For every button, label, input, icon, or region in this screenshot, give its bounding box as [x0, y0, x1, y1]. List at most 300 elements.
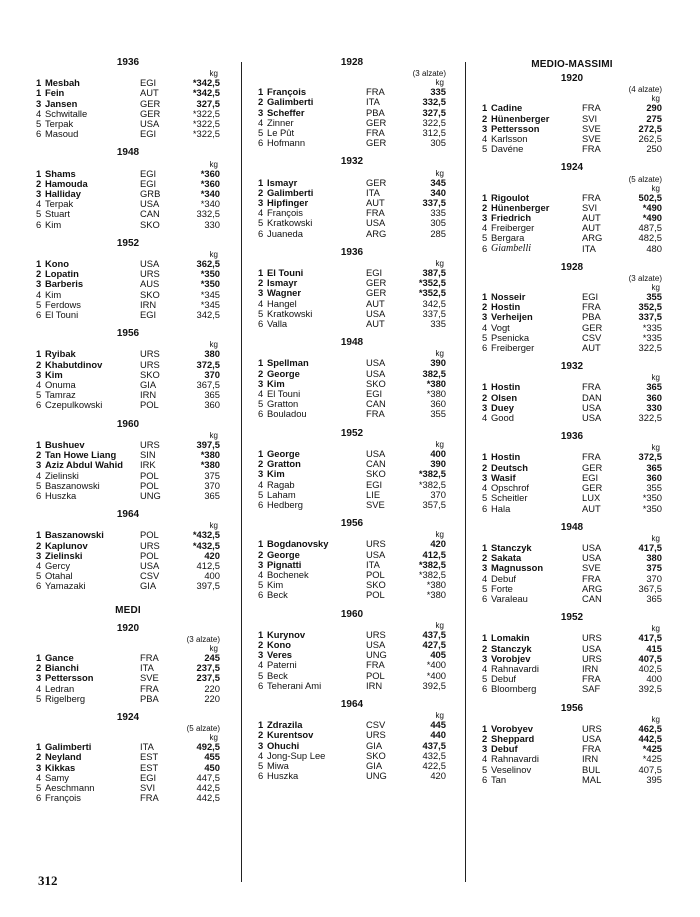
country-code: ITA [366, 558, 380, 570]
total-score: *350 [200, 268, 220, 280]
rank: 1 [482, 102, 488, 114]
unit-label: kg [651, 533, 660, 543]
result-row [482, 674, 662, 684]
athlete-name: Vorobyev [491, 723, 534, 734]
athlete-name: Wagner [267, 288, 302, 299]
rank: 6 [258, 137, 264, 149]
rank: 4 [482, 412, 488, 424]
total-score: 360 [646, 471, 662, 483]
total-score: 362,5 [196, 258, 220, 270]
athlete-name: Tan Howe Liang [45, 450, 117, 461]
rank: 1 [482, 541, 488, 553]
country-code: POL [366, 589, 385, 601]
total-score: 220 [204, 692, 220, 704]
total-score: 437,5 [422, 628, 446, 640]
result-row [482, 633, 662, 643]
total-score: 332,5 [422, 96, 446, 108]
result-row [36, 440, 220, 450]
unit-label: kg [651, 183, 660, 193]
athlete-name: Shams [45, 168, 76, 179]
total-score: 380 [204, 348, 220, 360]
result-row [482, 134, 662, 144]
result-row [36, 793, 220, 803]
total-score: 375 [646, 562, 662, 574]
rank: 2 [482, 301, 488, 313]
country-code: USA [140, 118, 160, 130]
rank: 6 [258, 498, 264, 510]
result-row [36, 653, 220, 663]
country-code: USA [140, 559, 160, 571]
country-code: FRA [366, 127, 385, 139]
athlete-name: Terpak [45, 199, 74, 210]
rank: 2 [36, 177, 42, 189]
page-number: 312 [38, 873, 58, 888]
year-heading: 1924 [116, 711, 140, 723]
athlete-name: Stuart [45, 209, 71, 220]
result-row [36, 279, 220, 289]
total-score: *382,5 [418, 568, 446, 580]
athlete-name: Hostin [491, 382, 521, 393]
result-row [36, 763, 220, 773]
athlete-name: Valla [267, 319, 288, 330]
country-code: DAN [582, 391, 602, 403]
rank: 4 [258, 478, 264, 490]
result-row [258, 358, 446, 368]
athlete-name: Forte [491, 583, 513, 594]
rank: 6 [482, 683, 488, 695]
country-code: SVI [582, 112, 598, 124]
rank: 3 [258, 197, 264, 209]
country-code: EGI [582, 291, 599, 303]
total-score: 237,5 [196, 662, 220, 674]
result-row [258, 761, 446, 771]
athlete-name: Kim [45, 219, 62, 230]
result-row [482, 223, 662, 233]
country-code: ARG [582, 582, 603, 594]
total-score: 375 [204, 469, 220, 481]
athlete-name: Bouladou [267, 409, 307, 420]
rank: 6 [482, 773, 488, 785]
result-row [482, 244, 662, 254]
country-code: URS [582, 722, 602, 734]
result-row [482, 664, 662, 674]
athlete-name: Pettersson [45, 673, 94, 684]
result-row [482, 193, 662, 203]
result-row [36, 370, 220, 380]
country-code: AUT [366, 197, 385, 209]
country-code: SKO [366, 749, 386, 761]
total-score: 437,5 [422, 739, 446, 751]
country-code: GER [140, 97, 161, 109]
country-code: GIA [366, 739, 383, 751]
total-score: 400 [430, 447, 446, 459]
total-score: 312,5 [422, 127, 446, 139]
rank: 2 [258, 367, 264, 379]
country-code: ARG [582, 232, 603, 244]
result-row [258, 640, 446, 650]
total-score: 305 [430, 217, 446, 229]
athlete-name: Opschrof [491, 483, 530, 494]
rank: 5 [258, 217, 264, 229]
rank: 5 [36, 781, 42, 793]
year-heading: 1964 [340, 698, 364, 710]
rank: 1 [258, 447, 264, 459]
country-code: URS [140, 348, 160, 360]
rank: 1 [258, 628, 264, 640]
total-score: 335 [430, 318, 446, 330]
results-section [258, 519, 446, 600]
athlete-name: Paterni [267, 660, 297, 671]
total-score: 502,5 [638, 191, 662, 203]
total-score: *425 [642, 743, 662, 755]
rank: 4 [36, 682, 42, 694]
country-code: EGI [140, 77, 157, 89]
athlete-name: Freiberger [491, 343, 535, 354]
year-heading: 1956 [560, 702, 584, 714]
total-score: 370 [204, 368, 220, 380]
rank: 5 [258, 488, 264, 500]
total-score: 355 [646, 482, 662, 494]
country-code: MAL [582, 773, 602, 785]
athlete-name: Otahal [45, 571, 73, 582]
country-code: EGI [366, 478, 383, 490]
result-row [258, 97, 446, 107]
total-score: 420 [204, 549, 220, 561]
result-row [36, 684, 220, 694]
country-code: SVI [582, 201, 598, 213]
athlete-name: Cadine [491, 103, 523, 114]
total-score: 420 [430, 538, 446, 550]
rank: 3 [36, 368, 42, 380]
country-code: URS [366, 628, 386, 640]
results-section [36, 420, 220, 501]
rank: 6 [258, 227, 264, 239]
athlete-name: El Touni [45, 310, 79, 321]
total-score: 327,5 [422, 106, 446, 118]
country-code: IRN [582, 753, 599, 765]
country-code: USA [140, 198, 160, 210]
total-score: 397,5 [196, 580, 220, 592]
country-code: SKO [140, 288, 160, 300]
result-row [36, 673, 220, 683]
country-code: URS [140, 268, 160, 280]
country-code: EGI [140, 128, 157, 140]
lifts-note: (5 alzate) [186, 724, 220, 734]
country-code: CAN [366, 398, 386, 410]
unit-label: kg [435, 711, 444, 721]
total-score: 420 [430, 770, 446, 782]
country-code: GER [366, 277, 387, 289]
athlete-name: Aeschmann [45, 782, 95, 793]
total-score: 365 [204, 489, 220, 501]
rank: 2 [482, 732, 488, 744]
country-code: FRA [366, 86, 385, 98]
country-code: UNG [366, 770, 387, 782]
country-code: USA [366, 367, 386, 379]
country-code: FRA [582, 743, 601, 755]
rank: 5 [482, 331, 488, 343]
rank: 4 [482, 133, 488, 145]
unit-label: kg [209, 430, 218, 440]
country-code: USA [366, 638, 386, 650]
athlete-name: Deutsch [491, 462, 528, 473]
athlete-name: Hostin [491, 302, 521, 313]
country-code: URS [366, 538, 386, 550]
rank: 4 [36, 469, 42, 481]
athlete-name: Hipfinger [267, 198, 309, 209]
total-score: *345 [200, 288, 220, 300]
rank: 4 [36, 771, 42, 783]
year-heading: 1960 [116, 418, 140, 430]
total-score: 237,5 [196, 672, 220, 684]
result-row [258, 229, 446, 239]
result-row [258, 751, 446, 761]
rank: 6 [36, 489, 42, 501]
rank: 4 [36, 107, 42, 119]
result-row [36, 189, 220, 199]
athlete-name: Lopatin [45, 269, 79, 280]
athlete-name: Zinner [267, 117, 294, 128]
total-score: 275 [646, 112, 662, 124]
country-code: ITA [366, 186, 380, 198]
year-heading: 1948 [116, 147, 140, 159]
athlete-name: Spellman [267, 358, 309, 369]
result-row [482, 563, 662, 573]
results-section [482, 523, 662, 604]
total-score: 305 [430, 137, 446, 149]
total-score: 370 [204, 479, 220, 491]
athlete-name: Kurynov [267, 629, 306, 640]
rank: 6 [258, 408, 264, 420]
total-score: *350 [200, 278, 220, 290]
country-code: IRN [140, 389, 157, 401]
athlete-name: Beck [267, 670, 288, 681]
rank: 3 [36, 97, 42, 109]
total-score: 480 [646, 242, 662, 254]
rank: 1 [36, 77, 42, 89]
results-section [36, 148, 220, 229]
rank: 1 [36, 167, 42, 179]
total-score: 337,5 [422, 197, 446, 209]
country-code: FRA [582, 143, 601, 155]
year-heading: 1932 [340, 156, 364, 168]
results-section [258, 700, 446, 781]
rank: 1 [36, 651, 42, 663]
rank: 5 [258, 579, 264, 591]
country-code: UNG [140, 489, 161, 501]
unit-label: kg [435, 439, 444, 449]
rank: 1 [482, 451, 488, 463]
athlete-name: Hedberg [267, 499, 303, 510]
unit-label: kg [651, 714, 660, 724]
rank: 2 [258, 186, 264, 198]
country-code: ITA [366, 96, 380, 108]
total-score: 487,5 [638, 222, 662, 234]
total-score: 330 [204, 218, 220, 230]
athlete-name: Bergara [491, 233, 525, 244]
athlete-name: Aziz Abdul Wahid [45, 460, 123, 471]
athlete-name: Kratkowski [267, 218, 313, 229]
country-code: FRA [140, 651, 159, 663]
rank: 4 [258, 568, 264, 580]
country-code: UNG [366, 649, 387, 661]
rank: 3 [258, 287, 264, 299]
total-score: *335 [642, 331, 662, 343]
country-code: USA [582, 401, 602, 413]
athlete-name: Tan [491, 774, 507, 785]
rank: 6 [36, 399, 42, 411]
rank: 5 [36, 298, 42, 310]
total-score: 360 [646, 391, 662, 403]
result-row [482, 302, 662, 312]
rank: 5 [482, 143, 488, 155]
total-score: *342,5 [192, 87, 220, 99]
unit-label: kg [209, 643, 218, 653]
athlete-name: Freiberger [491, 223, 535, 234]
total-score: *490 [642, 201, 662, 213]
country-code: IRN [140, 298, 157, 310]
athlete-name: Sheppard [491, 733, 535, 744]
year-heading: 1928 [340, 57, 364, 68]
rank: 5 [482, 763, 488, 775]
total-score: *432,5 [192, 529, 220, 541]
country-code: AUT [366, 318, 385, 330]
result-row [36, 773, 220, 783]
athlete-name: Wasif [491, 472, 516, 483]
result-row [258, 500, 446, 510]
result-row [258, 218, 446, 228]
total-score: 392,5 [638, 683, 662, 695]
total-score: 352,5 [638, 301, 662, 313]
total-score: 355 [430, 408, 446, 420]
rank: 3 [482, 212, 488, 224]
country-code: ITA [140, 741, 154, 753]
athlete-name: Kono [45, 259, 69, 270]
total-score: 327,5 [196, 97, 220, 109]
country-code: POL [140, 529, 159, 541]
country-code: POL [366, 568, 385, 580]
rank: 3 [482, 401, 488, 413]
results-section [258, 338, 446, 419]
total-score: 422,5 [422, 759, 446, 771]
results-section [258, 157, 446, 238]
country-code: GER [582, 321, 603, 333]
total-score: 407,5 [638, 652, 662, 664]
athlete-name: Halliday [45, 189, 81, 200]
country-code: ARG [366, 227, 387, 239]
result-row [482, 203, 662, 213]
result-row [482, 382, 662, 392]
total-score: *342,5 [192, 77, 220, 89]
athlete-name: Kikkas [45, 762, 76, 773]
total-score: *382,5 [418, 558, 446, 570]
rank: 4 [482, 572, 488, 584]
total-score: *322,5 [192, 118, 220, 130]
country-code: EGI [140, 167, 157, 179]
rank: 2 [36, 449, 42, 461]
country-code: IRK [140, 459, 156, 471]
total-score: 342,5 [196, 309, 220, 321]
lifts-note: (3 alzate) [186, 634, 220, 644]
total-score: 415 [646, 642, 662, 654]
total-score: *350 [642, 502, 662, 514]
year-heading: 1928 [560, 261, 584, 273]
country-code: SKO [140, 218, 160, 230]
results-column-3 [482, 58, 662, 794]
result-row [258, 480, 446, 490]
total-score: 412,5 [196, 559, 220, 571]
athlete-name: Lomakin [491, 633, 530, 644]
result-row [36, 450, 220, 460]
total-score: 380 [646, 552, 662, 564]
result-row [258, 288, 446, 298]
result-row [482, 744, 662, 754]
year-heading: 1920 [560, 73, 584, 85]
result-row [482, 463, 662, 473]
unit-label: kg [651, 94, 660, 104]
country-code: FRA [366, 408, 385, 420]
athlete-name: Vorobjev [491, 653, 531, 664]
athlete-name: Veres [267, 650, 293, 661]
country-code: FRA [366, 207, 385, 219]
country-code: LIE [366, 488, 381, 500]
country-code: GRB [140, 188, 161, 200]
result-row [36, 571, 220, 581]
rank: 4 [258, 297, 264, 309]
country-code: SVE [582, 122, 601, 134]
total-score: 337,5 [422, 307, 446, 319]
rank: 6 [258, 318, 264, 330]
results-section [36, 58, 220, 139]
athlete-name: Masoud [45, 129, 79, 140]
rank: 6 [482, 342, 488, 354]
athlete-name: Juaneda [267, 228, 303, 239]
athlete-name: Baszanowski [45, 530, 104, 541]
rank: 2 [482, 112, 488, 124]
country-code: BUL [582, 763, 601, 775]
rank: 6 [258, 589, 264, 601]
result-row [36, 471, 220, 481]
total-score: *380 [426, 579, 446, 591]
rank: 4 [482, 482, 488, 494]
total-score: 400 [646, 673, 662, 685]
athlete-name: Barberis [45, 279, 84, 290]
result-row [258, 459, 446, 469]
unit-label: kg [209, 521, 218, 531]
athlete-name: Bushuev [45, 439, 85, 450]
rank: 5 [258, 759, 264, 771]
country-code: SVE [582, 133, 601, 145]
result-row [36, 460, 220, 470]
rank: 5 [36, 118, 42, 130]
total-score: 450 [204, 761, 220, 773]
total-score: 455 [204, 751, 220, 763]
rank: 3 [258, 558, 264, 570]
total-score: 245 [204, 651, 220, 663]
result-row [258, 720, 446, 730]
rank: 2 [258, 96, 264, 108]
country-code: GER [366, 176, 387, 188]
results-column-1 [36, 58, 220, 812]
country-code: URS [582, 652, 602, 664]
country-code: SKO [366, 579, 386, 591]
rank: 1 [258, 538, 264, 550]
rank: 5 [258, 669, 264, 681]
country-code: FRA [582, 301, 601, 313]
rank: 3 [36, 761, 42, 773]
total-score: *400 [426, 659, 446, 671]
athlete-name: Bogdanovsky [267, 539, 329, 550]
